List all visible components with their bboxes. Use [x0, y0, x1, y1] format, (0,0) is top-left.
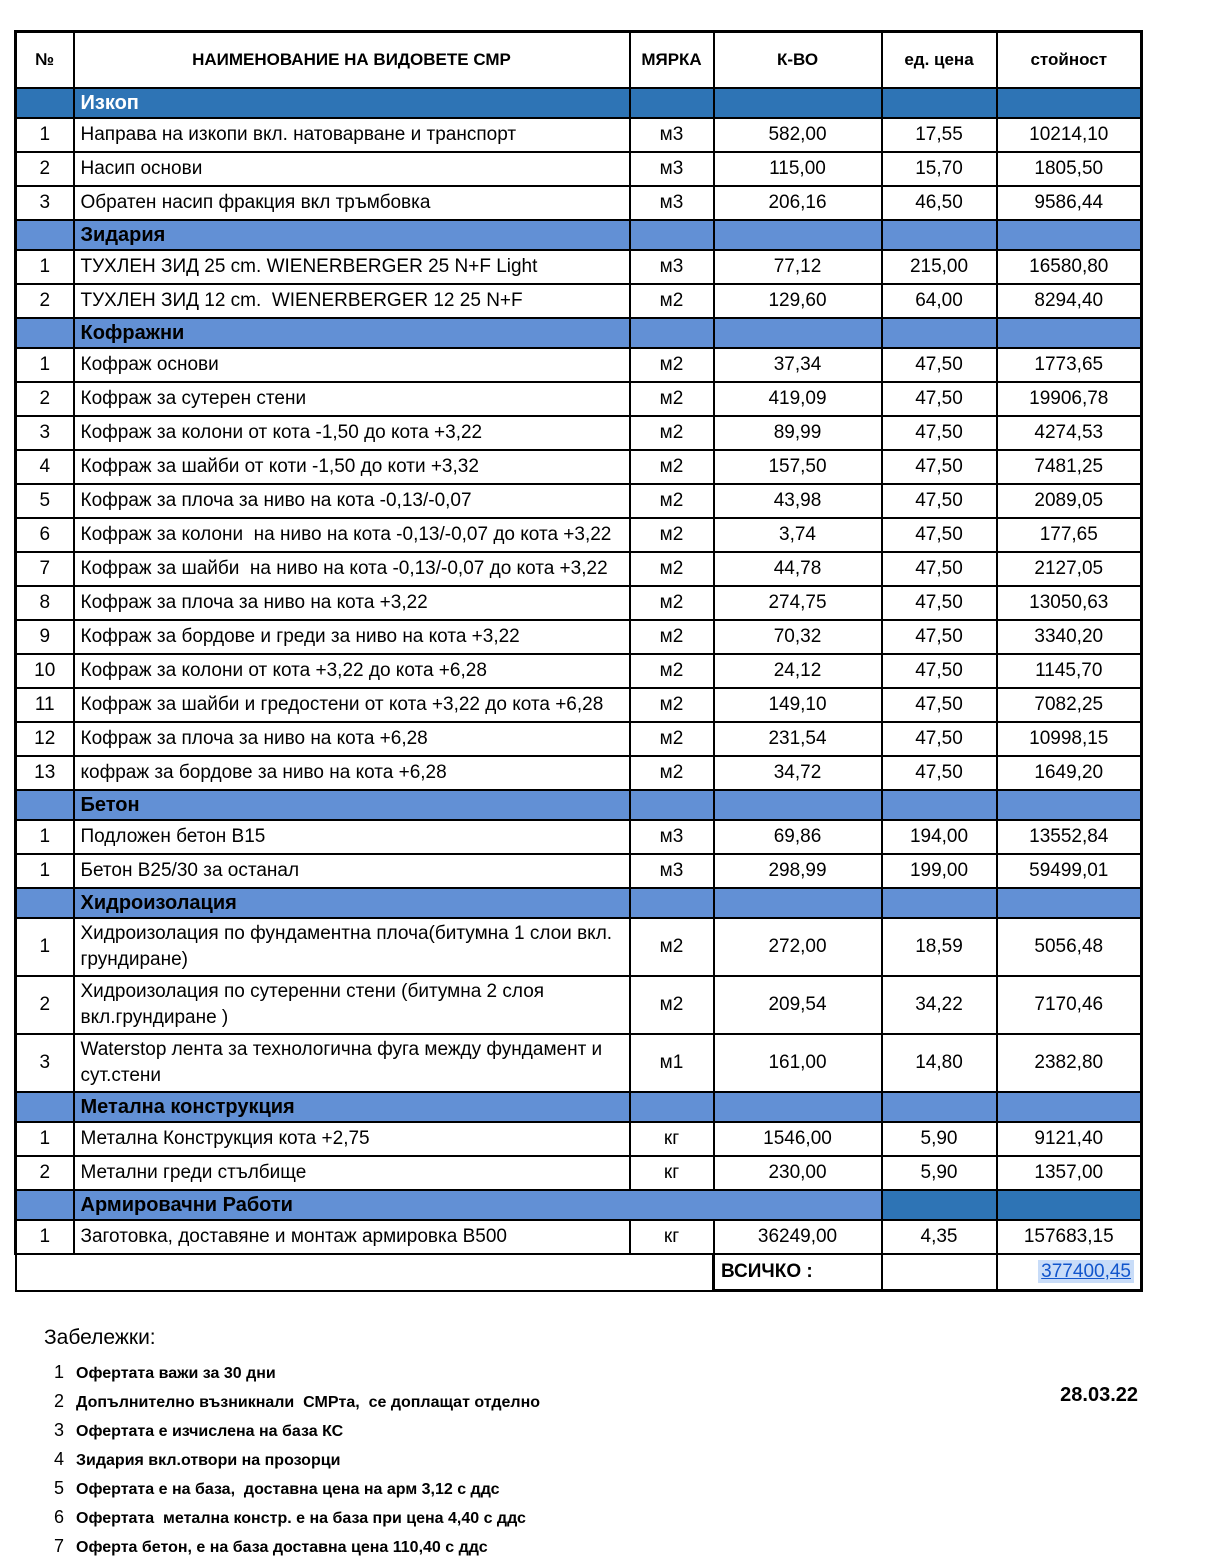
unit-cell: кг: [630, 1220, 714, 1254]
section-title-cell: Хидроизолация: [74, 888, 630, 918]
unit-price-cell: 47,50: [882, 518, 997, 552]
notes-section: [44, 1326, 744, 1558]
section-number-cell: [16, 220, 74, 250]
section-value-cell: [997, 790, 1142, 820]
note-item: [44, 1536, 744, 1557]
section-header-row: [16, 790, 1142, 820]
value-cell: 4274,53: [997, 416, 1142, 450]
quantity-cell: 44,78: [714, 552, 882, 586]
quantity-cell: 161,00: [714, 1034, 882, 1092]
row-number-cell: 1: [16, 820, 74, 854]
col-header-unit: МЯРКА: [630, 32, 714, 89]
unit-cell: м2: [630, 620, 714, 654]
table-row: [16, 976, 1142, 1034]
section-qty-cell: [714, 790, 882, 820]
table-row: [16, 1156, 1142, 1190]
note-text: Офертата метална констр. е на база при цена 4,40 с ддс: [76, 1510, 526, 1527]
unit-price-cell: 47,50: [882, 722, 997, 756]
value-cell: 13552,84: [997, 820, 1142, 854]
table-row: [16, 450, 1142, 484]
table-row: [16, 1034, 1142, 1092]
quantity-cell: 274,75: [714, 586, 882, 620]
unit-price-cell: 64,00: [882, 284, 997, 318]
total-value-cell: [997, 1254, 1142, 1291]
item-name-cell: Обратен насип фракция вкл тръмбовка: [74, 186, 630, 220]
item-name-cell: Кофраж за бордове и греди за ниво на кота +3,22: [74, 620, 630, 654]
item-name-cell: Кофраж за плоча за ниво на кота +3,22: [74, 586, 630, 620]
table-row: [16, 518, 1142, 552]
value-cell: 59499,01: [997, 854, 1142, 888]
quantity-cell: 209,54: [714, 976, 882, 1034]
item-name-cell: Метална Конструкция кота +2,75: [74, 1122, 630, 1156]
item-name-cell: Кофраж за плоча за ниво на кота -0,13/-0,07: [74, 484, 630, 518]
quantity-cell: 89,99: [714, 416, 882, 450]
value-cell: 1649,20: [997, 756, 1142, 790]
notes-title: Забележки:: [44, 1326, 156, 1349]
item-name-cell: Кофраж за плоча за ниво на кота +6,28: [74, 722, 630, 756]
row-number-cell: 8: [16, 586, 74, 620]
item-name-cell: кофраж за бордове за ниво на кота +6,28: [74, 756, 630, 790]
quantity-cell: 43,98: [714, 484, 882, 518]
row-number-cell: 10: [16, 654, 74, 688]
table-header-row: [16, 32, 1142, 89]
note-number: 6: [53, 1507, 64, 1527]
quantity-cell: 69,86: [714, 820, 882, 854]
quantity-cell: 206,16: [714, 186, 882, 220]
item-name-cell: Метални греди стълбище: [74, 1156, 630, 1190]
section-title-cell: Кофражни: [74, 318, 630, 348]
unit-cell: м2: [630, 284, 714, 318]
quantity-cell: 129,60: [714, 284, 882, 318]
note-item: [44, 1478, 744, 1499]
row-number-cell: 1: [16, 250, 74, 284]
notes-list: [44, 1362, 744, 1557]
unit-cell: м2: [630, 416, 714, 450]
value-cell: 157683,15: [997, 1220, 1142, 1254]
value-cell: 2382,80: [997, 1034, 1142, 1092]
unit-cell: м2: [630, 654, 714, 688]
quantity-cell: 157,50: [714, 450, 882, 484]
unit-price-cell: 47,50: [882, 450, 997, 484]
unit-cell: м3: [630, 186, 714, 220]
note-text: Офертата е на база, доставна цена на арм 3,12 с ддс: [76, 1481, 500, 1498]
unit-cell: м2: [630, 552, 714, 586]
section-title-cell: Изкоп: [74, 88, 630, 118]
note-text: Офертата е изчислена на база КС: [76, 1423, 344, 1440]
item-name-cell: Кофраж за шайби от коти -1,50 до коти +3,32: [74, 450, 630, 484]
value-cell: 7082,25: [997, 688, 1142, 722]
value-cell: 19906,78: [997, 382, 1142, 416]
section-unit-cell: [630, 220, 714, 250]
unit-price-cell: 47,50: [882, 586, 997, 620]
section-title-cell: Метална конструкция: [74, 1092, 630, 1122]
table-row: [16, 918, 1142, 976]
item-name-cell: Кофраж за колони от кота -1,50 до кота +3,22: [74, 416, 630, 450]
quantity-cell: 24,12: [714, 654, 882, 688]
quantity-cell: 37,34: [714, 348, 882, 382]
unit-cell: м2: [630, 518, 714, 552]
note-item: [44, 1362, 744, 1383]
section-title-cell: Бетон: [74, 790, 630, 820]
note-text: Оферта бетон, е на база доставна цена 110,40 с ддс: [76, 1539, 488, 1556]
unit-price-cell: 5,90: [882, 1156, 997, 1190]
row-number-cell: 11: [16, 688, 74, 722]
note-number: 1: [53, 1362, 64, 1382]
note-number: 7: [53, 1536, 64, 1556]
quantity-cell: 34,72: [714, 756, 882, 790]
section-qty-cell: [714, 1092, 882, 1122]
section-title-cell: Зидария: [74, 220, 630, 250]
section-header-row: [16, 220, 1142, 250]
row-number-cell: 9: [16, 620, 74, 654]
unit-cell: м3: [630, 820, 714, 854]
section-value-cell: [997, 220, 1142, 250]
section-unit-cell: [630, 790, 714, 820]
section-number-cell: [16, 318, 74, 348]
note-text: Офертата важи за 30 дни: [76, 1365, 276, 1382]
table-row: [16, 820, 1142, 854]
value-cell: 1773,65: [997, 348, 1142, 382]
note-number: 4: [53, 1449, 64, 1469]
smr-table: [14, 30, 1143, 1292]
table-row: [16, 118, 1142, 152]
note-text: Зидария вкл.отвори на прозорци: [76, 1452, 341, 1469]
item-name-cell: Хидроизолация по фундаментна плоча(битумна 1 слои вкл. грундиране): [74, 918, 630, 976]
value-cell: 7170,46: [997, 976, 1142, 1034]
unit-price-cell: 47,50: [882, 688, 997, 722]
unit-price-cell: 46,50: [882, 186, 997, 220]
section-qty-cell: [714, 220, 882, 250]
value-cell: 5056,48: [997, 918, 1142, 976]
section-qty-cell: [714, 318, 882, 348]
section-value-cell: [997, 318, 1142, 348]
row-number-cell: 2: [16, 1156, 74, 1190]
quantity-cell: 1546,00: [714, 1122, 882, 1156]
row-number-cell: 1: [16, 118, 74, 152]
quantity-cell: 419,09: [714, 382, 882, 416]
unit-cell: м2: [630, 450, 714, 484]
item-name-cell: Бетон В25/30 за останал: [74, 854, 630, 888]
section-unit-price-cell: [882, 888, 997, 918]
table-row: [16, 186, 1142, 220]
note-item: [44, 1420, 744, 1441]
item-name-cell: Кофраж за сутерен стени: [74, 382, 630, 416]
unit-price-cell: 17,55: [882, 118, 997, 152]
total-row: [16, 1254, 1142, 1291]
item-name-cell: Waterstop лента за технологична фуга между фундамент и сут.стени: [74, 1034, 630, 1092]
row-number-cell: 2: [16, 382, 74, 416]
section-number-cell: [16, 888, 74, 918]
note-item: [44, 1507, 744, 1528]
section-unit-cell: [630, 1092, 714, 1122]
quantity-cell: 3,74: [714, 518, 882, 552]
row-number-cell: 13: [16, 756, 74, 790]
value-cell: 8294,40: [997, 284, 1142, 318]
unit-cell: м2: [630, 586, 714, 620]
col-header-value: стойност: [997, 32, 1142, 89]
item-name-cell: Заготовка, доставяне и монтаж армировка В500: [74, 1220, 630, 1254]
quantity-cell: 582,00: [714, 118, 882, 152]
unit-cell: м2: [630, 348, 714, 382]
section-unit-price-cell: [882, 220, 997, 250]
table-row: [16, 756, 1142, 790]
value-cell: 3340,20: [997, 620, 1142, 654]
section-header-row: [16, 1092, 1142, 1122]
total-label-cell: ВСИЧКО :: [714, 1254, 882, 1291]
unit-cell: м3: [630, 854, 714, 888]
item-name-cell: ТУХЛЕН ЗИД 12 cm. WIENERBERGER 12 25 N+F: [74, 284, 630, 318]
note-number: 3: [53, 1420, 64, 1440]
row-number-cell: 1: [16, 1122, 74, 1156]
unit-price-cell: 47,50: [882, 348, 997, 382]
total-value-link[interactable]: 377400,45: [1038, 1260, 1134, 1283]
item-name-cell: Подложен бетон В15: [74, 820, 630, 854]
col-header-unit-price: ед. цена: [882, 32, 997, 89]
section-unit-price-cell: [882, 790, 997, 820]
unit-cell: м1: [630, 1034, 714, 1092]
value-cell: 1805,50: [997, 152, 1142, 186]
note-item: [44, 1391, 744, 1412]
table-row: [16, 382, 1142, 416]
quantity-cell: 149,10: [714, 688, 882, 722]
unit-cell: м3: [630, 152, 714, 186]
quantity-cell: 115,00: [714, 152, 882, 186]
item-name-cell: Хидроизолация по сутеренни стени (битумна 2 слоя вкл.грундиране ): [74, 976, 630, 1034]
row-number-cell: 5: [16, 484, 74, 518]
row-number-cell: 1: [16, 854, 74, 888]
unit-cell: м3: [630, 118, 714, 152]
table-row: [16, 654, 1142, 688]
unit-price-cell: 47,50: [882, 654, 997, 688]
item-name-cell: Кофраж за шайби на ниво на кота -0,13/-0,07 до кота +3,22: [74, 552, 630, 586]
row-number-cell: 1: [16, 348, 74, 382]
quantity-cell: 77,12: [714, 250, 882, 284]
section-value-cell: [997, 1092, 1142, 1122]
section-qty-cell: [714, 888, 882, 918]
unit-price-cell: 34,22: [882, 976, 997, 1034]
section-number-cell: [16, 1190, 74, 1220]
quantity-cell: 298,99: [714, 854, 882, 888]
section-number-cell: [16, 790, 74, 820]
table-row: [16, 586, 1142, 620]
unit-cell: м3: [630, 250, 714, 284]
quantity-cell: 231,54: [714, 722, 882, 756]
unit-cell: м2: [630, 918, 714, 976]
col-header-name: НАИМЕНОВАНИЕ НА ВИДОВЕТЕ СМР: [74, 32, 630, 89]
item-name-cell: Кофраж за шайби и гредостени от кота +3,22 до кота +6,28: [74, 688, 630, 722]
table-row: [16, 152, 1142, 186]
section-qty-cell: [714, 88, 882, 118]
table-row: [16, 250, 1142, 284]
unit-cell: м2: [630, 484, 714, 518]
table-row: [16, 620, 1142, 654]
row-number-cell: 3: [16, 416, 74, 450]
section-title-cell: Армировачни Работи: [74, 1190, 882, 1220]
unit-price-cell: 5,90: [882, 1122, 997, 1156]
unit-cell: м2: [630, 756, 714, 790]
table-row: [16, 688, 1142, 722]
row-number-cell: 1: [16, 1220, 74, 1254]
unit-price-cell: 18,59: [882, 918, 997, 976]
note-text: Допълнително възникнали СМРта, се доплащат отделно: [76, 1394, 540, 1411]
note-item: [44, 1449, 744, 1470]
offer-date: 28.03.22: [1060, 1384, 1138, 1406]
quantity-cell: 230,00: [714, 1156, 882, 1190]
table-row: [16, 484, 1142, 518]
section-header-row: [16, 318, 1142, 348]
section-number-cell: [16, 88, 74, 118]
value-cell: 13050,63: [997, 586, 1142, 620]
row-number-cell: 12: [16, 722, 74, 756]
value-cell: 9121,40: [997, 1122, 1142, 1156]
section-header-row: [16, 888, 1142, 918]
note-number: 5: [53, 1478, 64, 1498]
table-row: [16, 722, 1142, 756]
item-name-cell: Насип основи: [74, 152, 630, 186]
section-header-row: [16, 1190, 1142, 1220]
unit-price-cell: 47,50: [882, 416, 997, 450]
table-row: [16, 552, 1142, 586]
section-unit-price-cell: [882, 88, 997, 118]
unit-cell: м2: [630, 722, 714, 756]
section-value-cell: [997, 88, 1142, 118]
section-unit-cell: [630, 318, 714, 348]
table-row: [16, 416, 1142, 450]
quantity-cell: 70,32: [714, 620, 882, 654]
row-number-cell: 7: [16, 552, 74, 586]
value-cell: 16580,80: [997, 250, 1142, 284]
value-cell: 2127,05: [997, 552, 1142, 586]
row-number-cell: 2: [16, 976, 74, 1034]
value-cell: 2089,05: [997, 484, 1142, 518]
unit-price-cell: 194,00: [882, 820, 997, 854]
table-row: [16, 854, 1142, 888]
unit-price-cell: 47,50: [882, 756, 997, 790]
unit-price-cell: 14,80: [882, 1034, 997, 1092]
value-cell: 1145,70: [997, 654, 1142, 688]
section-unit-cell: [630, 88, 714, 118]
section-unit-price-cell: [882, 1190, 997, 1220]
note-number: 2: [53, 1391, 64, 1411]
row-number-cell: 1: [16, 918, 74, 976]
unit-cell: м2: [630, 976, 714, 1034]
section-value-cell: [997, 1190, 1142, 1220]
value-cell: 1357,00: [997, 1156, 1142, 1190]
quantity-cell: 36249,00: [714, 1220, 882, 1254]
table-row: [16, 348, 1142, 382]
item-name-cell: Кофраж за колони на ниво на кота -0,13/-0,07 до кота +3,22: [74, 518, 630, 552]
section-number-cell: [16, 1092, 74, 1122]
value-cell: 7481,25: [997, 450, 1142, 484]
item-name-cell: ТУХЛЕН ЗИД 25 cm. WIENERBERGER 25 N+F Light: [74, 250, 630, 284]
col-header-num: №: [16, 32, 74, 89]
item-name-cell: Направа на изкопи вкл. натоварване и транспорт: [74, 118, 630, 152]
row-number-cell: 6: [16, 518, 74, 552]
value-cell: 10998,15: [997, 722, 1142, 756]
value-cell: 9586,44: [997, 186, 1142, 220]
value-cell: 177,65: [997, 518, 1142, 552]
unit-price-cell: 4,35: [882, 1220, 997, 1254]
item-name-cell: Кофраж основи: [74, 348, 630, 382]
row-number-cell: 2: [16, 284, 74, 318]
item-name-cell: Кофраж за колони от кота +3,22 до кота +6,28: [74, 654, 630, 688]
row-number-cell: 4: [16, 450, 74, 484]
section-header-row: [16, 88, 1142, 118]
unit-price-cell: 47,50: [882, 484, 997, 518]
table-row: [16, 1220, 1142, 1254]
unit-price-cell: 15,70: [882, 152, 997, 186]
unit-price-cell: 47,50: [882, 382, 997, 416]
total-empty-price-cell: [882, 1254, 997, 1291]
table-row: [16, 1122, 1142, 1156]
section-unit-price-cell: [882, 1092, 997, 1122]
row-number-cell: 3: [16, 1034, 74, 1092]
row-number-cell: 2: [16, 152, 74, 186]
unit-cell: кг: [630, 1156, 714, 1190]
quantity-cell: 272,00: [714, 918, 882, 976]
section-value-cell: [997, 888, 1142, 918]
row-number-cell: 3: [16, 186, 74, 220]
unit-price-cell: 199,00: [882, 854, 997, 888]
section-unit-price-cell: [882, 318, 997, 348]
section-unit-cell: [630, 888, 714, 918]
col-header-qty: К-ВО: [714, 32, 882, 89]
unit-cell: м2: [630, 382, 714, 416]
unit-price-cell: 47,50: [882, 620, 997, 654]
unit-price-cell: 47,50: [882, 552, 997, 586]
unit-cell: кг: [630, 1122, 714, 1156]
unit-cell: м2: [630, 688, 714, 722]
value-cell: 10214,10: [997, 118, 1142, 152]
unit-price-cell: 215,00: [882, 250, 997, 284]
table-row: [16, 284, 1142, 318]
total-blank-cell: [16, 1254, 714, 1291]
